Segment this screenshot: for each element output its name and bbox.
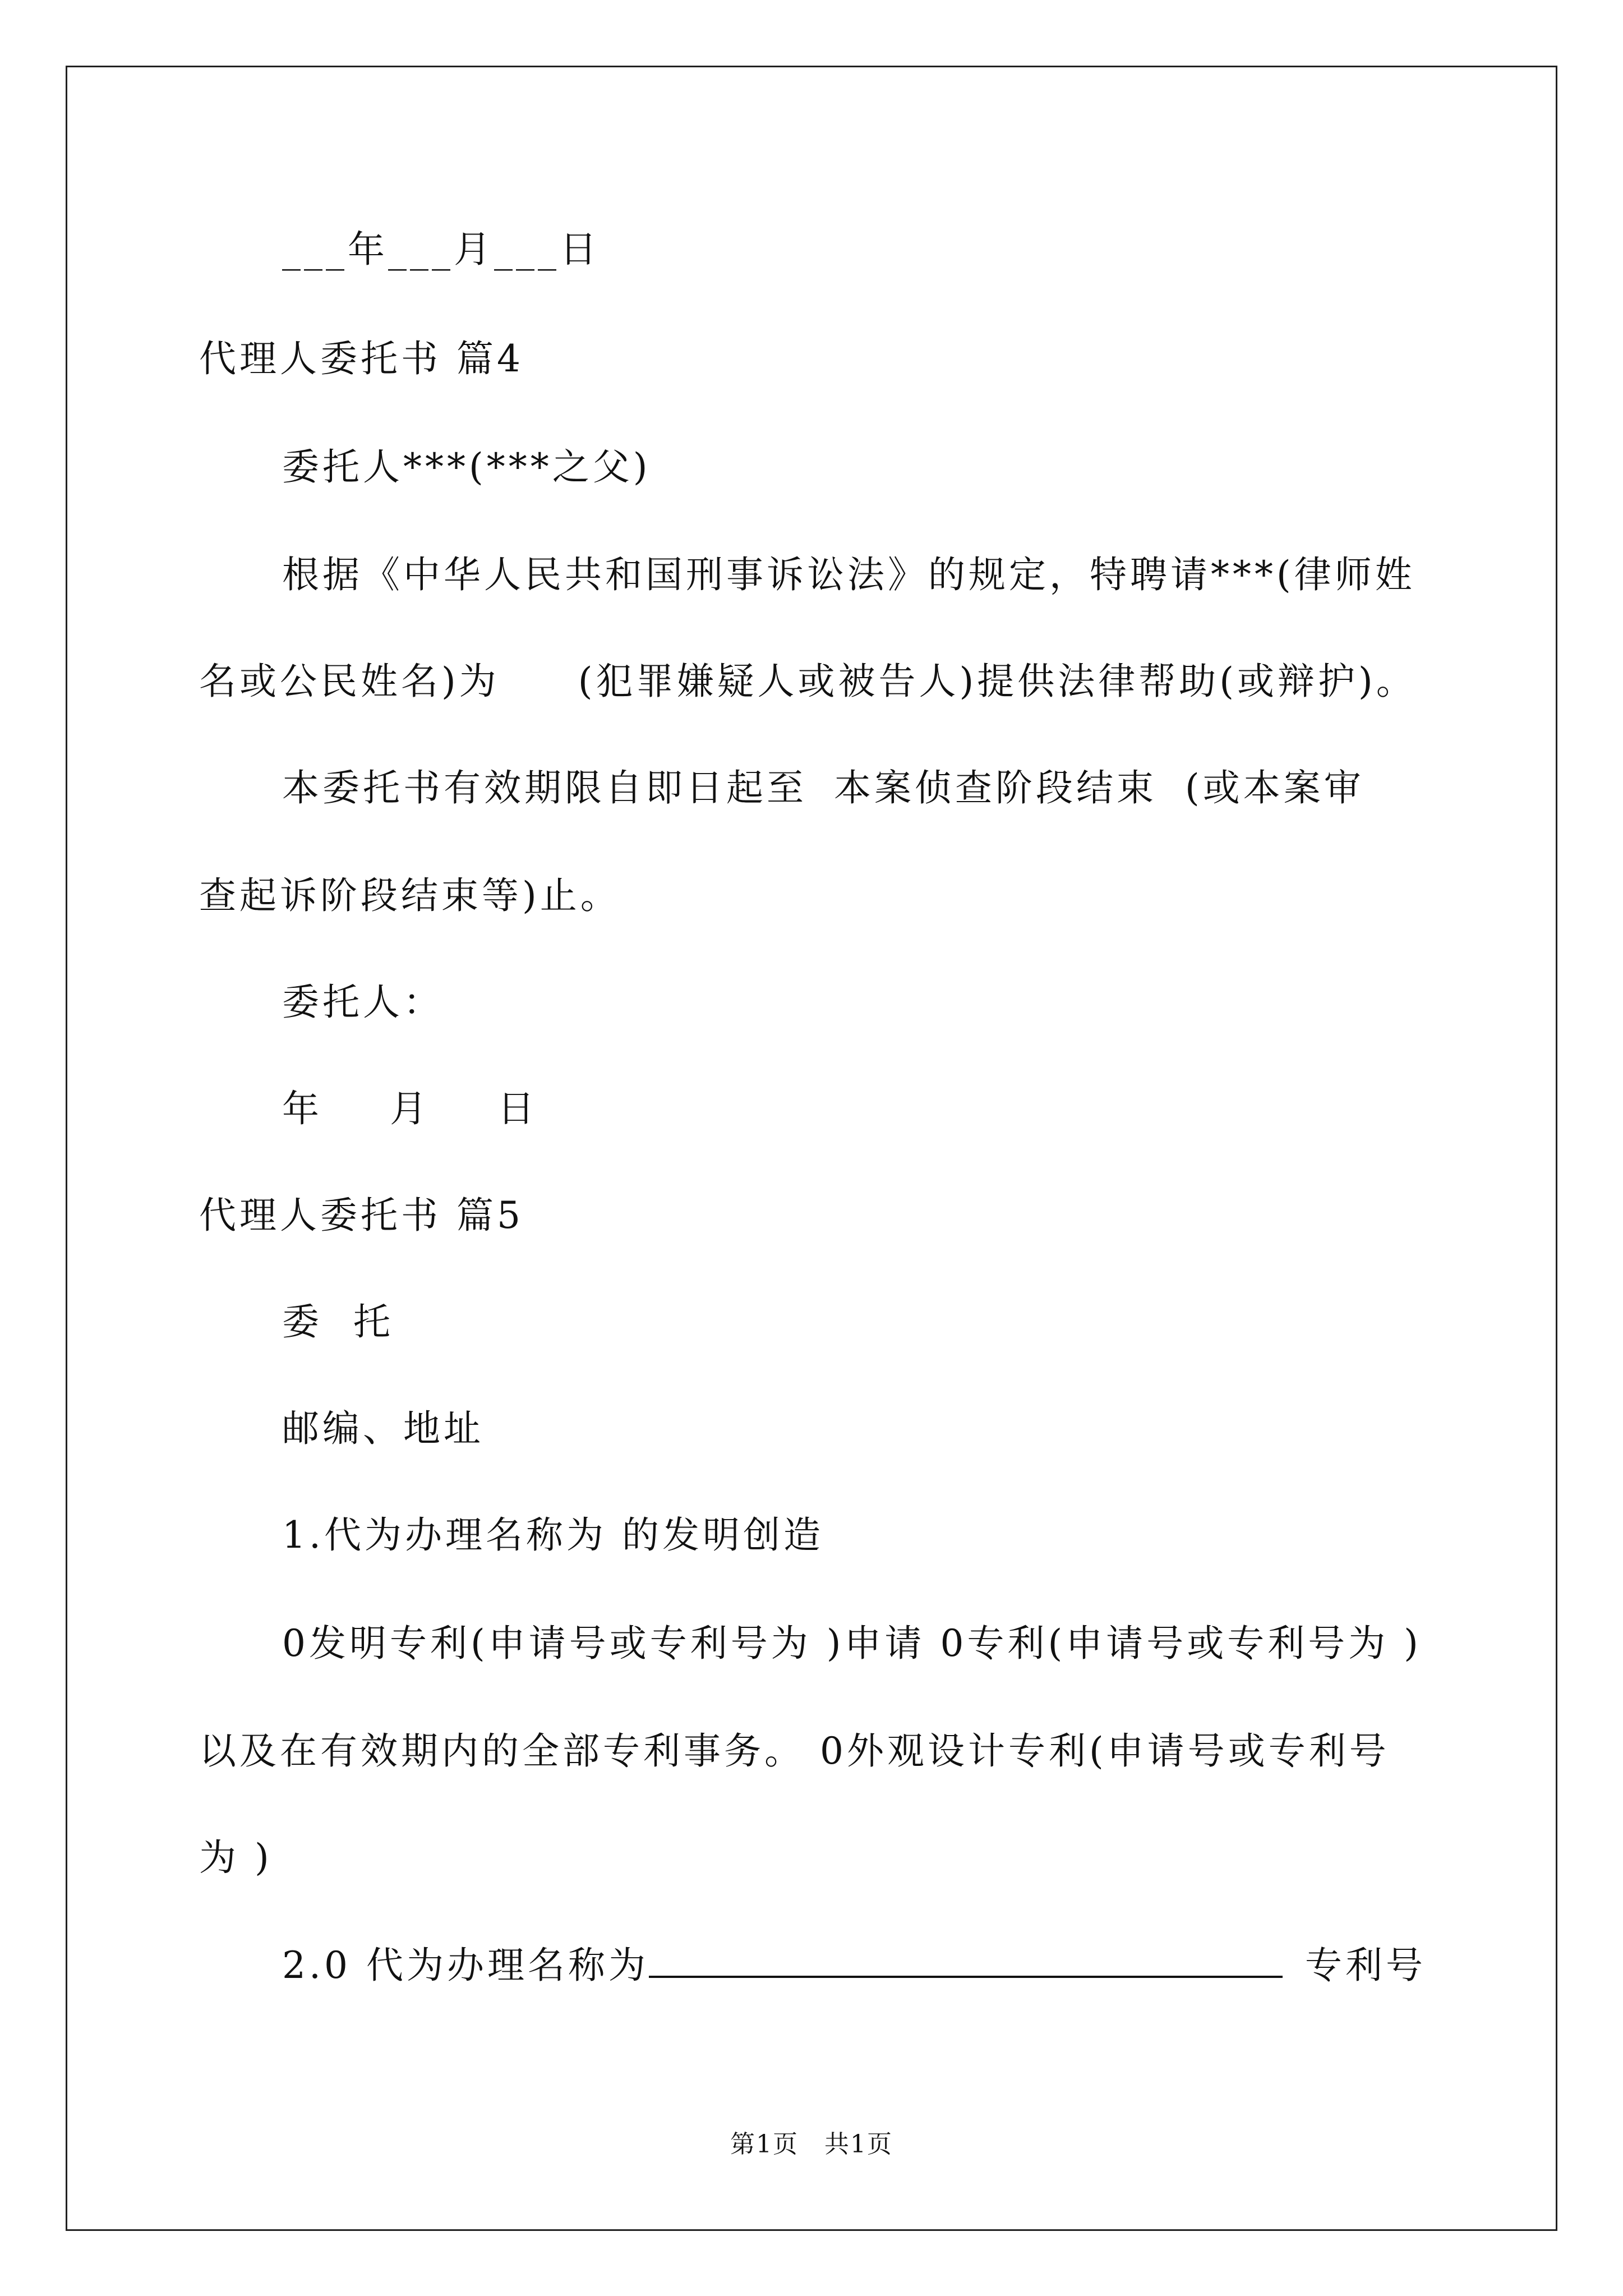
- entrust-heading: 委 托: [282, 1300, 402, 1343]
- section-heading-5: 代理人委托书 篇5: [199, 1194, 524, 1237]
- page-footer: 第1页 共1页: [730, 2130, 893, 2159]
- item-1-line: 1.代为办理名称为 的发明创造: [282, 1513, 824, 1557]
- validity-text-mid: 本案侦查阶段结束: [834, 766, 1157, 809]
- principal-line: 委托人***(***之父): [282, 445, 651, 489]
- paragraph-law-line-2-right: (犯罪嫌疑人或被告人)提供法律帮助(或辩护)。: [578, 660, 1417, 703]
- signature-date-line: 年 月 日: [282, 1087, 551, 1130]
- name-blank-underline: [649, 1942, 1283, 1978]
- paragraph-law-line-1: 根据《中华人民共和国刑事诉讼法》的规定，特聘请***(律师姓: [282, 553, 1415, 596]
- item-1-patent-line-1: 0发明专利(申请号或专利号为 )申请 0专利(申请号或专利号为 ): [282, 1622, 1422, 1665]
- paragraph-validity-line-1: [282, 766, 1364, 811]
- postcode-address-line: 邮编、地址: [282, 1407, 484, 1450]
- item-1-patent-line-2: 以及在有效期内的全部专利事务。 0外观设计专利(申请号或专利号: [199, 1729, 1390, 1773]
- validity-text-right: (或本案审: [1185, 766, 1364, 809]
- section-heading-4: 代理人委托书 篇4: [199, 337, 524, 380]
- item-2-line: [282, 1942, 1426, 1988]
- paragraph-law-line-2: [199, 659, 1417, 704]
- paragraph-law-line-2-left: 名或公民姓名)为: [199, 660, 500, 703]
- item-2-right: 专利号: [1304, 1944, 1426, 1987]
- paragraph-validity-line-2: 查起诉阶段结束等)止。: [199, 874, 621, 917]
- date-line: ___年___月___日: [282, 228, 600, 271]
- principal-signature-label: 委托人：: [282, 981, 444, 1024]
- item-1-patent-line-3: 为 ): [199, 1836, 273, 1879]
- item-2-left: 2.0 代为办理名称为: [282, 1944, 649, 1987]
- validity-text-left: 本委托书有效期限自即日起至: [282, 766, 807, 809]
- page-border: [66, 66, 1557, 2231]
